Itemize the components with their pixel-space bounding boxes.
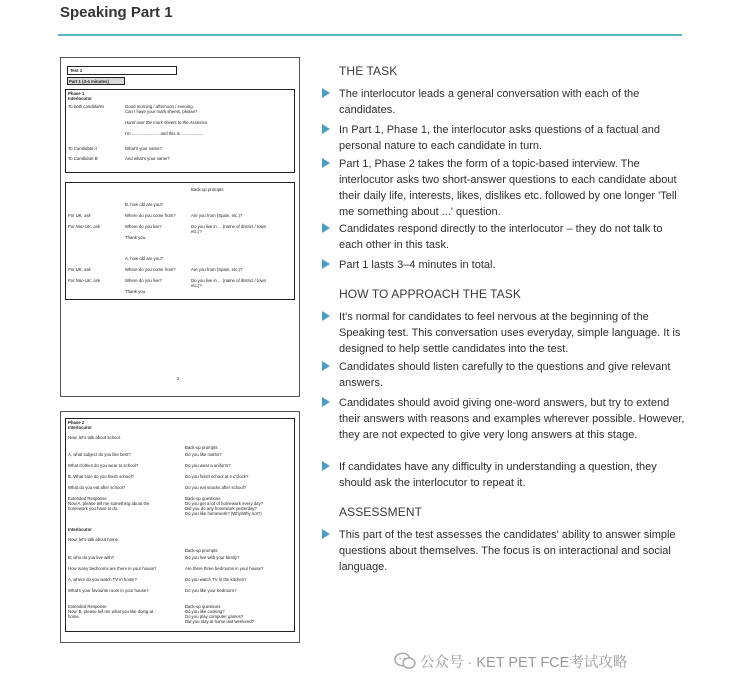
bullet-arrow-icon — [322, 461, 330, 471]
approach-heading: HOW TO APPROACH THE TASK — [339, 287, 521, 301]
task-item-text: In Part 1, Phase 1, the interlocutor asks questions of a factual and personal nature to each candidate in turn. — [339, 124, 661, 152]
extended-response-label-2: Extended Response — [68, 604, 107, 609]
thank-you-1: Thank you. — [125, 235, 147, 240]
test-label-box — [67, 66, 177, 75]
greeting-line-2: Can I have your mark sheets, please? — [125, 109, 198, 114]
question-name-b: And what's your name? — [125, 156, 170, 161]
for-non-uk-label: For Non-UK, ask — [68, 224, 100, 229]
test-page-thumbnail-1 — [60, 57, 300, 397]
introduction-line: I'm ....................... and this is ................... — [125, 131, 204, 136]
backup-prompts-label: Back-up prompts — [191, 187, 224, 192]
ext-line-3: Now, B, please tell me what you like doing at — [68, 609, 154, 614]
phase2-label: Phase 2 — [68, 420, 85, 425]
prompt-live-in-2: Do you live in ... (name of district / town — [191, 278, 266, 283]
prompt-etc: etc.)? — [191, 229, 202, 234]
question-where-live: Where do you live? — [125, 224, 162, 229]
bullet-arrow-icon — [322, 529, 330, 539]
phase2-role-label: Interlocutor — [68, 425, 92, 430]
approach-item-text: Candidates should avoid giving one-word answers, but try to extend their answers with reasons and examples wherever possible. However, they are not expected to give very long answers at this stage. — [339, 397, 685, 441]
bullet-arrow-icon — [322, 223, 330, 233]
p-bedroom: Do you like your bedroom? — [185, 588, 237, 593]
approach-item-text: It's normal for candidates to feel nervous at the beginning of the Speaking test. This conversation uses everyday, simple language. It is designed to help settle candidates into the test. — [339, 311, 681, 355]
question-where-from-2: Where do you come from? — [125, 267, 176, 272]
test-label: Test 1 — [70, 68, 83, 73]
bq-6: Did you stay at home last weekend? — [185, 619, 255, 624]
bq-2: Did you do any homework yesterday? — [185, 506, 257, 511]
for-uk-label-2: For UK, ask — [68, 267, 91, 272]
role-label: Interlocutor — [68, 96, 92, 101]
question-where-live-2: Where do you live? — [125, 278, 162, 283]
q-time: B, What time do you finish school? — [68, 474, 134, 479]
greeting-line-1: Good morning / afternoon / evening. — [125, 104, 194, 109]
bq-4: Do you like cooking? — [185, 609, 225, 614]
approach-item-text: If candidates have any difficulty in understanding a question, they should ask the interlocutor to repeat it. — [339, 461, 657, 489]
bullet-arrow-icon — [322, 311, 330, 321]
bullet-arrow-icon — [322, 259, 330, 269]
p-three: Are there three bedrooms in your house? — [185, 566, 264, 571]
bq-5: Do you play computer games? — [185, 614, 244, 619]
bullet-arrow-icon — [322, 88, 330, 98]
extended-response-label: Extended Response — [68, 496, 107, 501]
phase2-box — [65, 418, 295, 632]
p-uniform: Do you wear a uniform? — [185, 463, 231, 468]
assessment-item-text: This part of the test assesses the candidates' ability to answer simple questions about themselves. The focus is on interactional and social language. — [339, 529, 676, 573]
home-intro: Now, let's talk about home. — [68, 537, 120, 542]
to-candidate-a: To Candidate A — [68, 146, 98, 151]
prompt-etc-2: etc.)? — [191, 283, 202, 288]
bullet-arrow-icon — [322, 158, 330, 168]
task-heading: THE TASK — [339, 64, 398, 78]
task-item-text: Part 1 lasts 3–4 minutes in total. — [339, 259, 496, 271]
bullet-arrow-icon — [322, 397, 330, 407]
to-both-label: To both candidates — [68, 104, 105, 109]
task-item-text: The interlocutor leads a general conversation with each of the candidates. — [339, 88, 640, 116]
bq-3: Do you like homework? (Why/Why not?) — [185, 511, 262, 516]
p-finish: Do you finish school at 4 o'clock? — [185, 474, 249, 479]
prompt-from-spain: Are you from (Spain, etc.)? — [191, 213, 243, 218]
question-name-a: What's your name? — [125, 146, 162, 151]
backup-questions-1: Back-up questions — [185, 496, 221, 501]
p-kitchen: Do you watch TV in the kitchen? — [185, 577, 247, 582]
header-rule — [58, 34, 682, 36]
q-live-with: B, who do you live with? — [68, 555, 115, 560]
school-intro: Now, let's talk about school. — [68, 435, 121, 440]
backup-prompts-home: Back-up prompts — [185, 548, 218, 553]
thank-you-2: Thank you. — [125, 289, 147, 294]
question-a-age: A, how old are you? — [125, 256, 163, 261]
to-candidate-b: To Candidate B — [68, 156, 98, 161]
q-clothes: What clothes do you wear to school? — [68, 463, 139, 468]
question-where-from: Where do you come from? — [125, 213, 176, 218]
interlocutor-label-2: Interlocutor — [68, 527, 92, 532]
q-room: What's your favourite room in your house? — [68, 588, 149, 593]
q-tv: A, where do you watch TV in home? — [68, 577, 137, 582]
backup-prompts-school: Back-up prompts — [185, 445, 218, 450]
p-maths: Do you like maths? — [185, 452, 222, 457]
wechat-icon — [394, 652, 416, 670]
assessment-heading: ASSESSMENT — [339, 505, 423, 519]
bq-1: Do you get a lot of homework every day? — [185, 501, 264, 506]
prompt-from-spain-2: Are you from (Spain, etc.)? — [191, 267, 243, 272]
page-title: Speaking Part 1 — [60, 4, 173, 21]
task-item-text: Part 1, Phase 2 takes the form of a topic-based interview. The interlocutor asks two short-answer questions to each candidate about their daily life, interests, likes, dislikes etc. followed by one longer 'Tell me something about ...' question. — [339, 158, 677, 218]
phase1-label: Phase 1 — [68, 91, 85, 96]
q-after: What do you eat after school? — [68, 485, 126, 490]
watermark-text: 公众号 · KET PET FCE考试攻略 — [420, 655, 628, 671]
ext-line-2: homework you have to do. — [68, 506, 119, 511]
part-label: Part 1 (3-4 minutes) — [69, 78, 109, 84]
approach-item-text: Candidates should listen carefully to the questions and give relevant answers. — [339, 361, 671, 389]
bullet-arrow-icon — [322, 361, 330, 371]
prompt-live-in: Do you live in ... (name of district / town — [191, 224, 266, 229]
page-number: 2 — [177, 376, 180, 381]
test-page-thumbnail-2 — [60, 411, 300, 643]
bullet-arrow-icon — [322, 124, 330, 134]
question-b-age: B, how old are you? — [125, 202, 163, 207]
ext-line-1: Now A, please tell me something about the — [68, 501, 150, 506]
p-snack: Do you eat snacks after school? — [185, 485, 247, 490]
instruction-hand-over: Hand over the mark sheets to the Assessor. — [125, 120, 209, 125]
for-non-uk-label-2: For Non-UK, ask — [68, 278, 100, 283]
watermark — [394, 651, 627, 672]
p-family: Do you live with your family? — [185, 555, 240, 560]
for-uk-label: For UK, ask — [68, 213, 91, 218]
q-subject: A, what subject do you like best? — [68, 452, 131, 457]
ext-line-4: home. — [68, 614, 80, 619]
backup-questions-2: Back-up questions — [185, 604, 221, 609]
q-bedrooms: How many bedrooms are there in your house? — [68, 566, 157, 571]
task-item-text: Candidates respond directly to the interlocutor – they do not talk to each other in this task. — [339, 223, 663, 251]
